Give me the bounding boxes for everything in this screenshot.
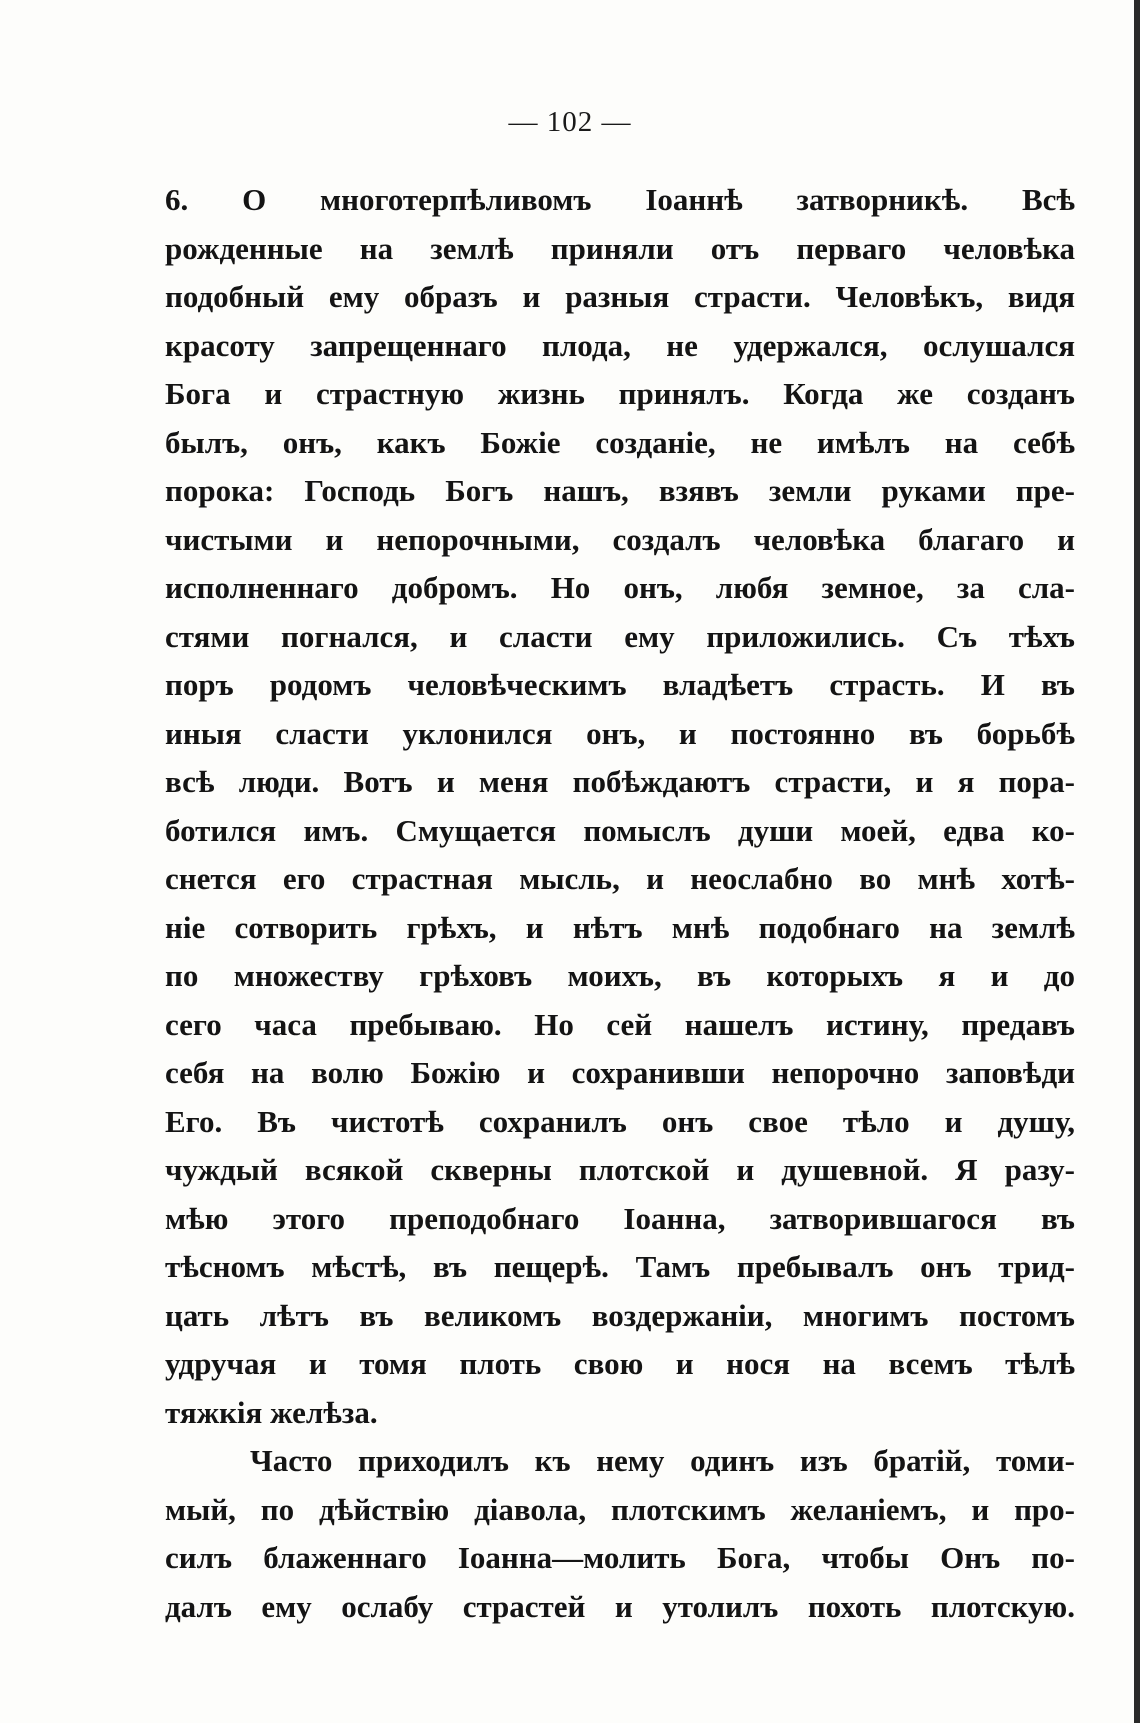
text-line: чуждый всякой скверны плотской и душевной. Я разу-: [165, 1152, 1075, 1187]
text-line: Часто приходилъ къ нему одинъ изъ братій, томи-: [250, 1443, 1075, 1478]
text-line: всѣ люди. Вотъ и меня побѣждаютъ страсти, и я пора-: [165, 764, 1075, 799]
text-line: себя на волю Божію и сохранивши непорочно заповѣди: [165, 1055, 1075, 1090]
text-line: порока: Господь Богъ нашъ, взявъ земли руками пре-: [165, 473, 1075, 508]
text-line: цать лѣтъ въ великомъ воздержаніи, многимъ постомъ: [165, 1297, 1075, 1333]
text-line: рожденные на землѣ приняли отъ перваго человѣка: [165, 230, 1075, 266]
text-line: Его. Въ чистотѣ сохранилъ онъ свое тѣло и душу,: [165, 1103, 1075, 1139]
text-line: сего часа пребываю. Но сей нашелъ истину, предавъ: [165, 1006, 1075, 1042]
body-text: [165, 176, 1075, 1631]
text-line: Бога и страстную жизнь принялъ. Когда же созданъ: [165, 376, 1075, 411]
text-line: снется его страстная мысль, и неослабно во мнѣ хотѣ-: [165, 861, 1075, 896]
text-line: 6. О многотерпѣливомъ Іоаннѣ затворникѣ. Всѣ: [165, 182, 1075, 217]
text-line: силъ блаженнаго Іоанна—молить Бога, чтобы Онъ по-: [165, 1540, 1075, 1575]
text-line: красоту запрещеннаго плода, не удержался, ослушался: [165, 327, 1075, 363]
text-line: ботился имъ. Смущается помыслъ души моей, едва ко-: [165, 812, 1075, 848]
text-line: исполненнаго добромъ. Но онъ, любя земное, за сла-: [165, 570, 1075, 605]
text-line: удручая и томя плоть свою и нося на всемъ тѣлѣ: [165, 1346, 1075, 1381]
text-line: по множеству грѣховъ моихъ, въ которыхъ я и до: [165, 958, 1075, 993]
text-line: тѣсномъ мѣстѣ, въ пещерѣ. Тамъ пребывалъ онъ трид-: [165, 1249, 1075, 1284]
paragraph-1: [165, 176, 1075, 1437]
paragraph-2: [165, 1437, 1075, 1631]
text-line: далъ ему ослабу страстей и утолилъ похоть плотскую.: [165, 1588, 1075, 1624]
text-line: тяжкія желѣза.: [165, 1394, 378, 1430]
page-number: — 102 —: [508, 106, 632, 138]
text-line: чистыми и непорочными, создалъ человѣка благаго и: [165, 521, 1075, 557]
text-line: подобный ему образъ и разныя страсти. Человѣкъ, видя: [165, 279, 1075, 314]
text-line: мый, по дѣйствію діавола, плотскимъ желаніемъ, и про-: [165, 1491, 1075, 1527]
text-line: ніе сотворить грѣхъ, и нѣтъ мнѣ подобнаго на землѣ: [165, 909, 1075, 945]
text-line: былъ, онъ, какъ Божіе созданіе, не имѣлъ на себѣ: [165, 424, 1075, 460]
scan-edge-shadow: [1134, 0, 1140, 1723]
text-line: мѣю этого преподобнаго Іоанна, затворившагося въ: [165, 1200, 1075, 1236]
text-line: иныя сласти уклонился онъ, и постоянно въ борьбѣ: [165, 715, 1075, 751]
text-line: поръ родомъ человѣческимъ владѣетъ страсть. И въ: [165, 667, 1075, 702]
text-line: стями погнался, и сласти ему приложились. Съ тѣхъ: [165, 618, 1075, 654]
